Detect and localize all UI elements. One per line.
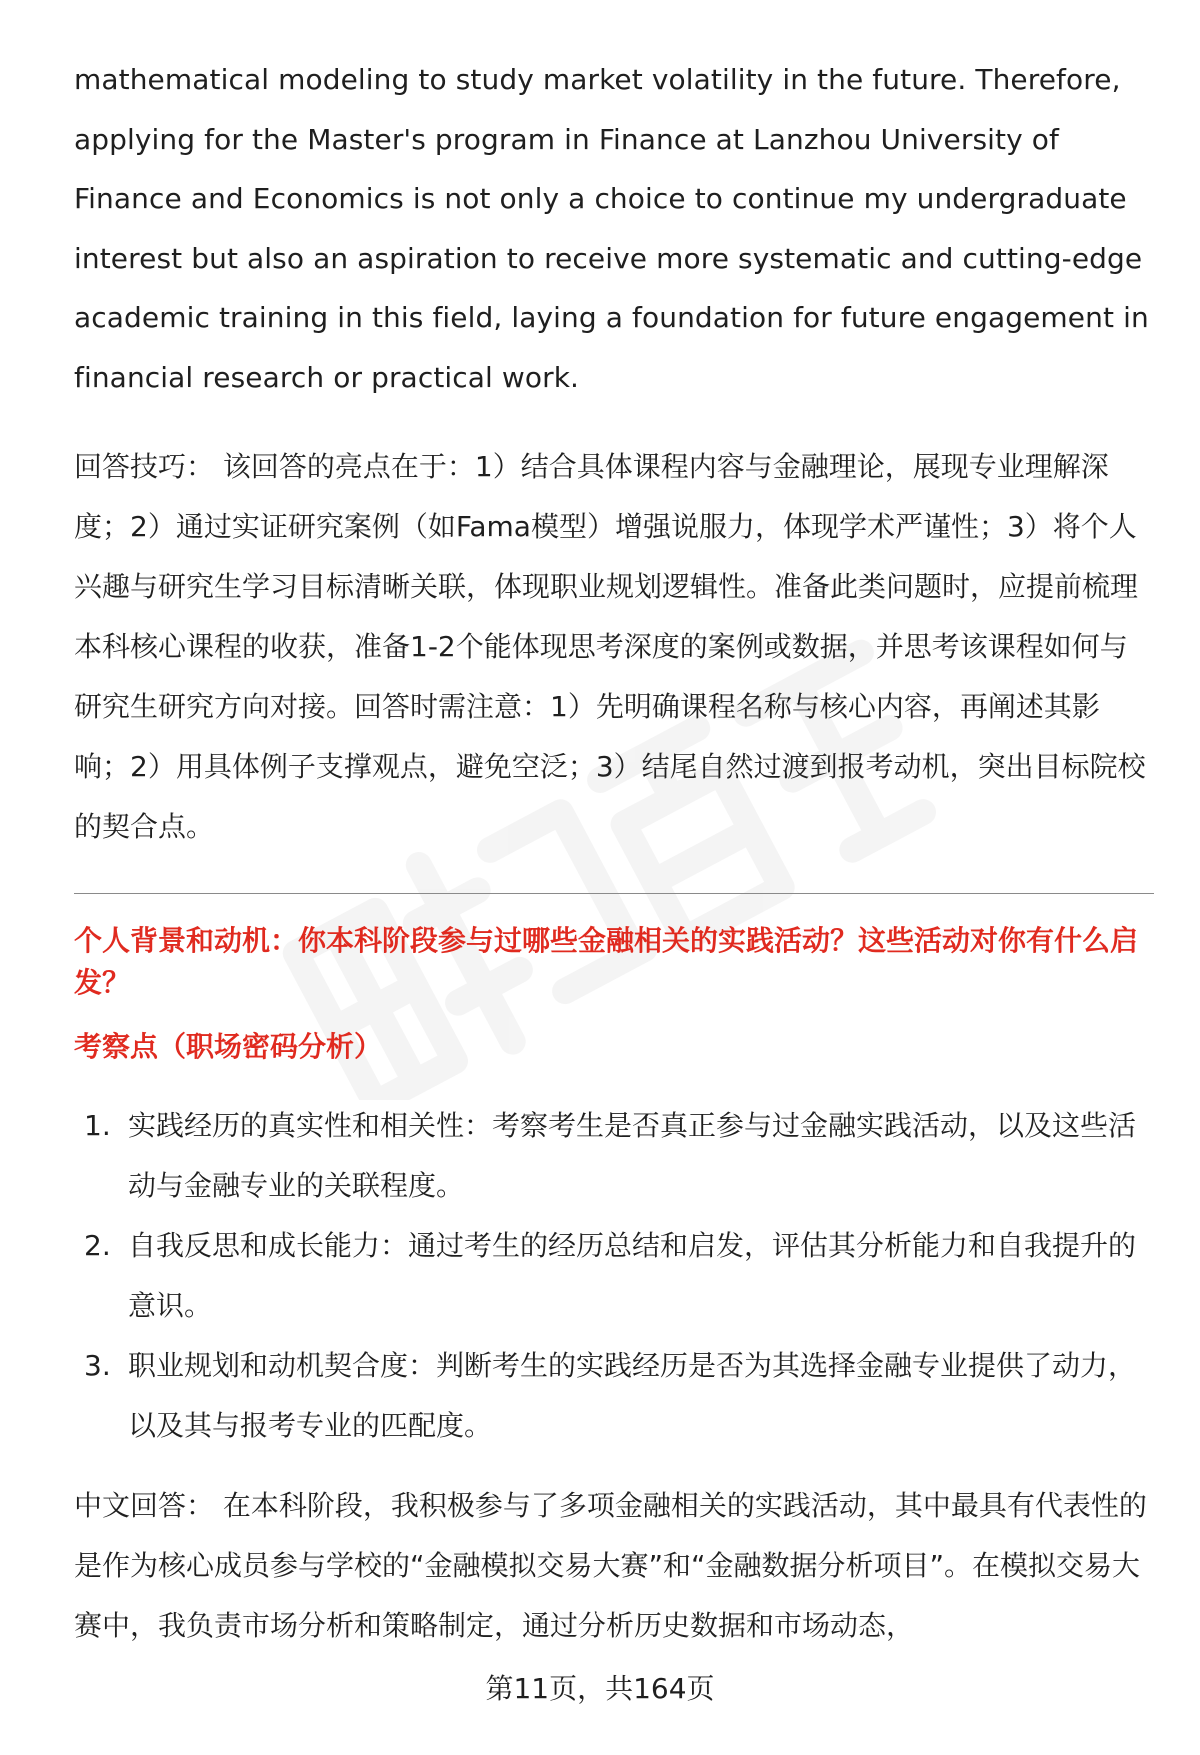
- list-item-text: 实践经历的真实性和相关性：考察考生是否真正参与过金融实践活动，以及这些活动与金融专业的关联程度。: [128, 1109, 1137, 1202]
- list-item-text: 自我反思和成长能力：通过考生的经历总结和启发，评估其分析能力和自我提升的意识。: [128, 1229, 1137, 1322]
- assessment-subheading: 考察点（职场密码分析）: [74, 1030, 383, 1063]
- list-item-number: 1.: [84, 1109, 111, 1142]
- page-number-footer: 第11页，共164页: [485, 1672, 715, 1705]
- list-item-text: 职业规划和动机契合度：判断考生的实践经历是否为其选择金融专业提供了动力，以及其与报考专业的匹配度。: [128, 1349, 1137, 1442]
- list-item-number: 3.: [84, 1349, 111, 1382]
- list-item: [74, 1336, 1154, 1456]
- assessment-points-list: [74, 1096, 1154, 1456]
- tips-paragraph: 回答技巧： 该回答的亮点在于：1）结合具体课程内容与金融理论，展现专业理解深度；2）通过实证研究案例（如Fama模型）增强说服力，体现学术严谨性；3）将个人兴趣与研究生学习目标清晰关联，体现职业规划逻辑性。准备此类问题时，应提前梳理本科核心课程的收获，准备1-2个能体现思考深度的案例或数据，并思考该课程如何与研究生研究方向对接。回答时需注意：1）先明确课程名称与核心内容，再阐述其影响；2）用具体例子支撑观点，避免空泛；3）结尾自然过渡到报考动机，突出目标院校的契合点。: [74, 450, 1146, 843]
- list-item-number: 2.: [84, 1229, 111, 1262]
- main-content: [74, 50, 1154, 1656]
- answer-paragraph: 中文回答： 在本科阶段，我积极参与了多项金融相关的实践活动，其中最具有代表性的是作为核心成员参与学校的“金融模拟交易大赛”和“金融数据分析项目”。在模拟交易大赛中，我负责市场分析和策略制定，通过分析历史数据和市场动态，: [74, 1489, 1147, 1642]
- question-heading: 个人背景和动机：你本科阶段参与过哪些金融相关的实践活动？这些活动对你有什么启发？: [74, 924, 1139, 999]
- list-item: [74, 1096, 1154, 1216]
- intro-paragraph: mathematical modeling to study market volatility in the future. Therefore, applying for the Master's program in Finance at Lanzhou University of Finance and Economics is not only a choice to continue my undergraduate interest but also an aspiration to receive more systematic and cutting-edge academic training in this field, laying a foundation for future engagement in financial research or practical work.: [74, 63, 1149, 394]
- section-divider: [74, 893, 1154, 894]
- list-item: [74, 1216, 1154, 1336]
